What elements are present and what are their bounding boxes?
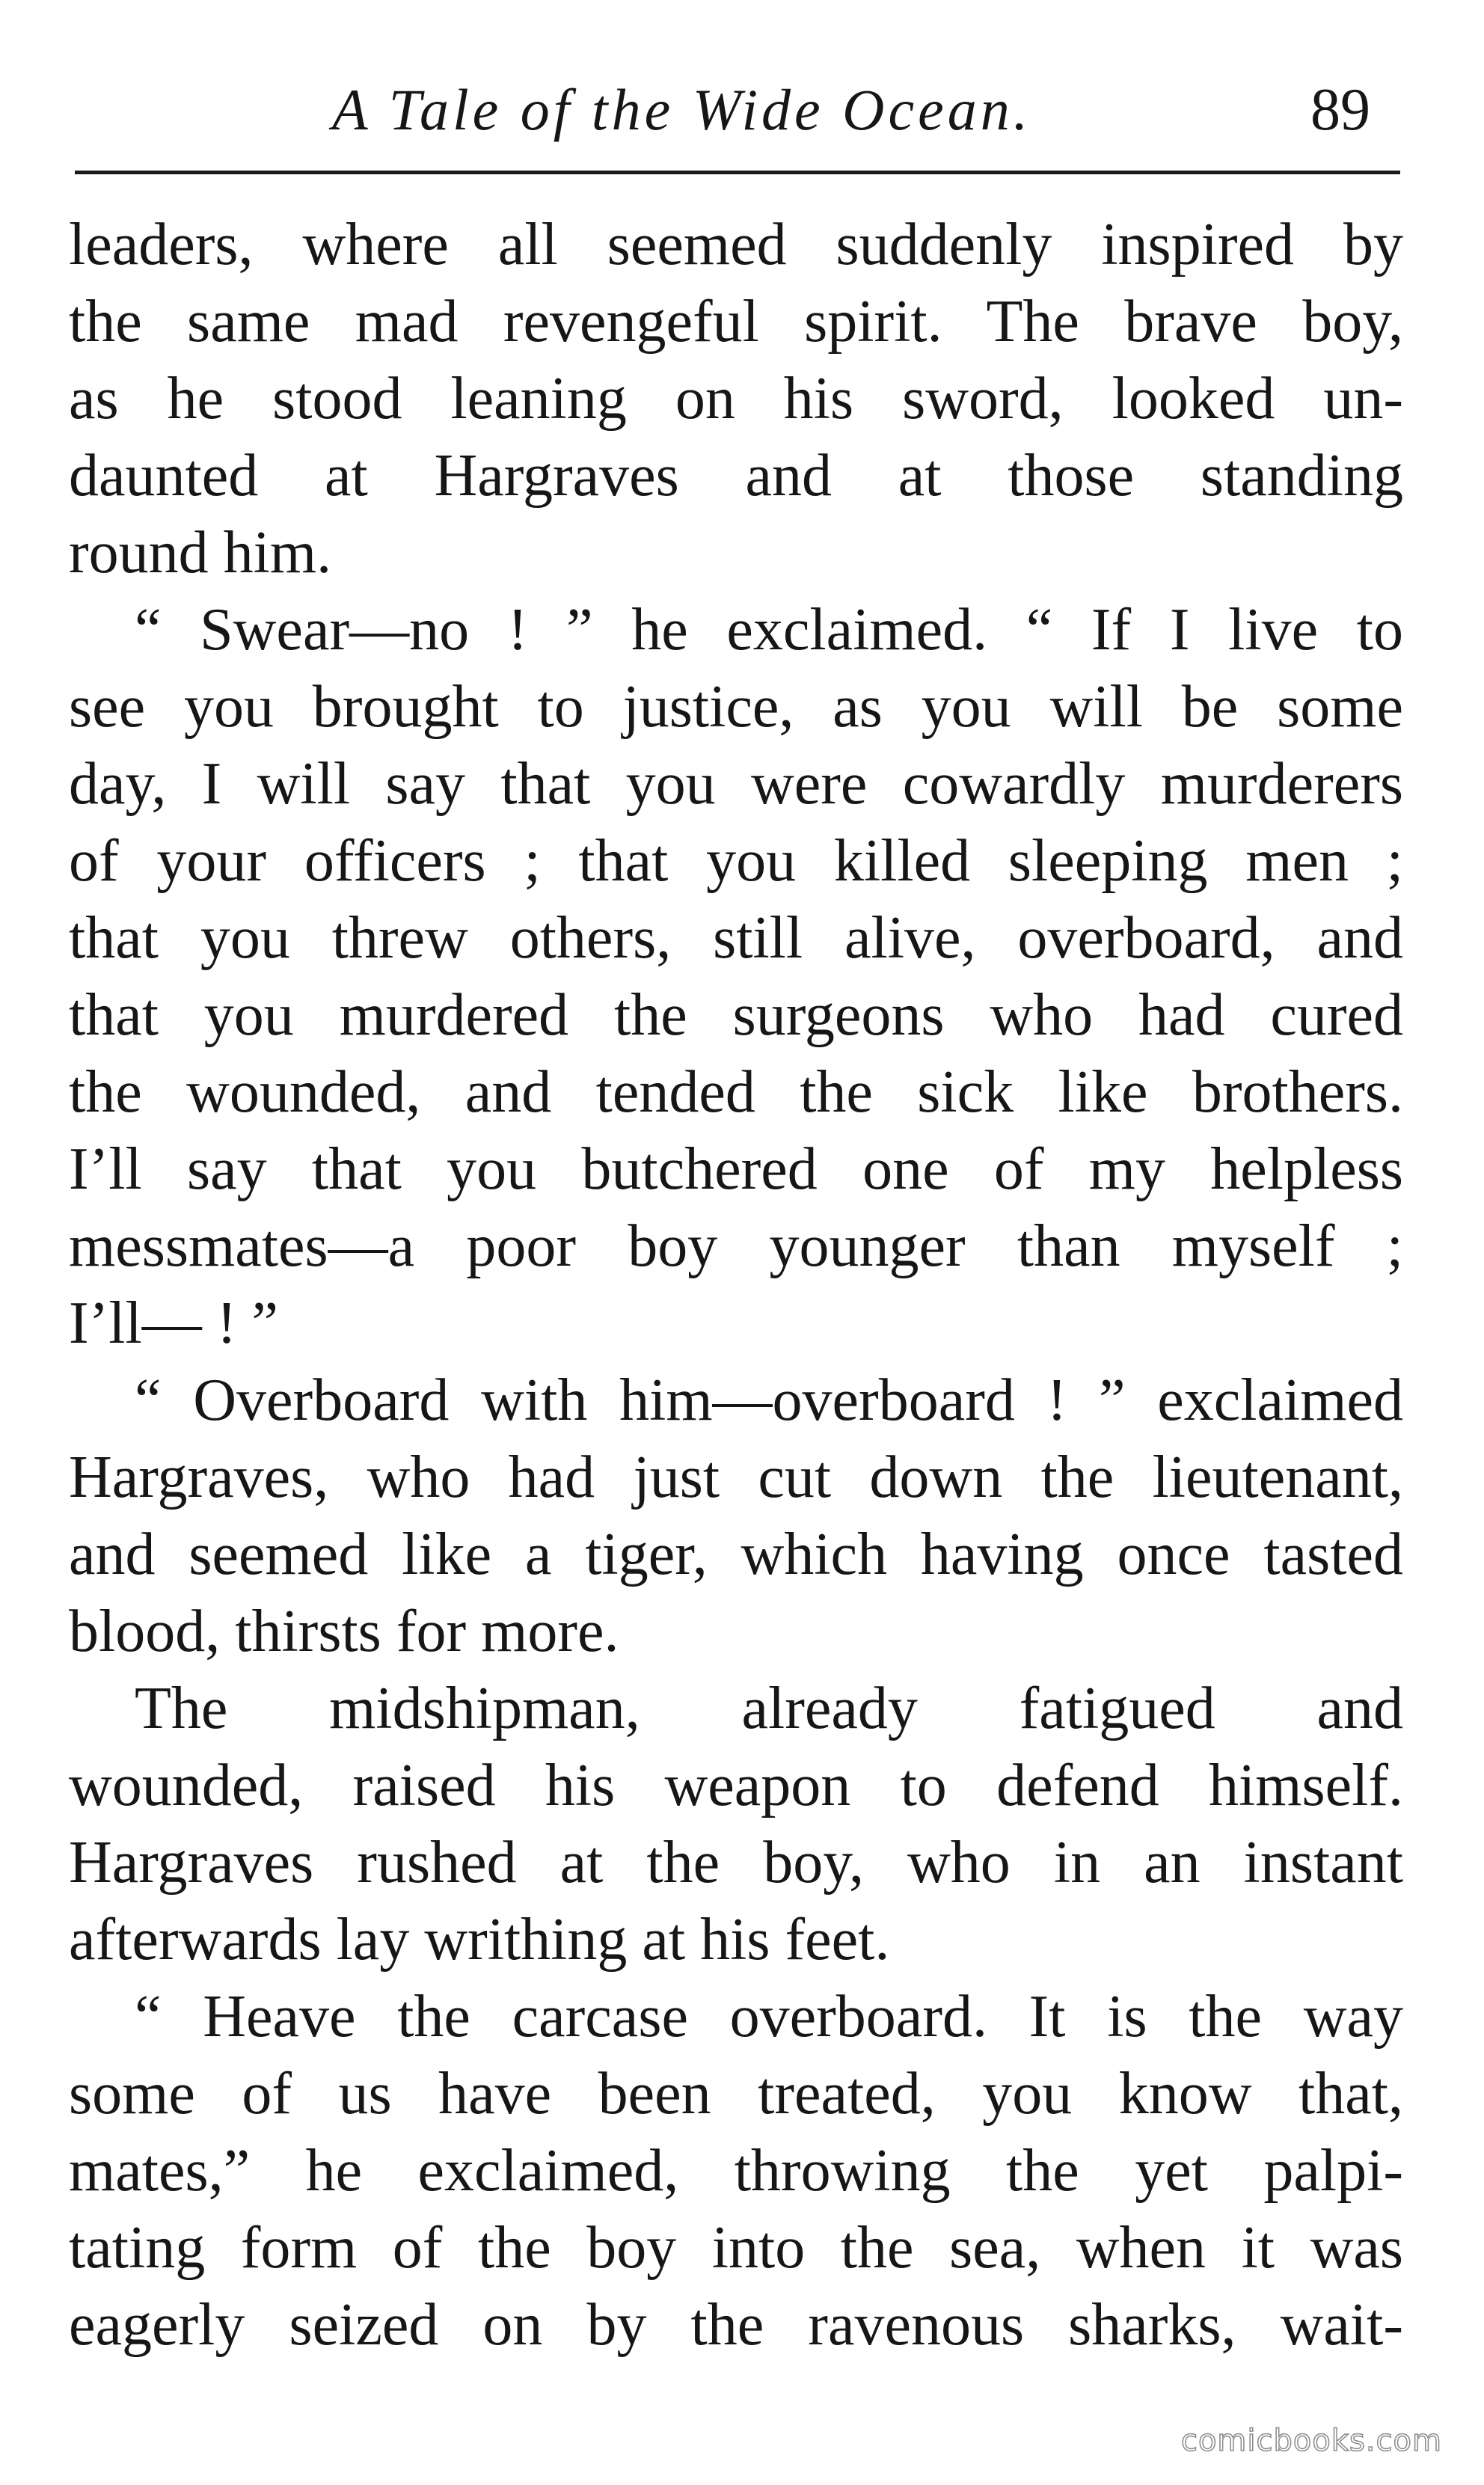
running-title: A Tale of the Wide Ocean. [332,77,1032,142]
text-line: “ Heave the carcase overboard. It is the way [135,1984,1403,2050]
text-line: afterwards lay writhing at his feet. [69,1907,890,1973]
text-line: that you murdered the surgeons who had cured [69,982,1403,1048]
text-line: “ Swear—no ! ” he exclaimed. “ If I live to [135,597,1403,663]
text-line: round him. [69,520,332,586]
text-line: that you threw others, still alive, overboard, and [69,905,1403,971]
text-line: mates,” he exclaimed, throwing the yet palpi- [69,2138,1403,2204]
running-head [0,69,1484,151]
text-line: messmates—a poor boy younger than myself ; [69,1213,1403,1279]
text-line: The midshipman, already fatigued and [135,1676,1403,1741]
text-line: some of us have been treated, you know that, [69,2061,1403,2127]
text-line: daunted at Hargraves and at those standing [69,443,1403,509]
text-line: the wounded, and tended the sick like brothers. [69,1059,1403,1125]
text-line: eagerly seized on by the ravenous sharks, wait- [69,2292,1403,2358]
text-line: “ Overboard with him—overboard ! ” exclaimed [135,1367,1403,1433]
text-line: and seemed like a tiger, which having once tasted [69,1522,1403,1587]
text-line: Hargraves, who had just cut down the lieutenant, [69,1444,1403,1510]
text-line: the same mad revengeful spirit. The brave boy, [69,289,1403,355]
text-line: blood, thirsts for more. [69,1599,619,1664]
text-line: wounded, raised his weapon to defend himself. [69,1753,1403,1818]
text-line: of your officers ; that you killed sleeping men ; [69,828,1403,894]
header-rule [75,171,1400,174]
text-line: see you brought to justice, as you will be some [69,674,1403,740]
text-line: as he stood leaning on his sword, looked un- [69,366,1403,432]
text-line: Hargraves rushed at the boy, who in an instant [69,1830,1403,1896]
text-line: I’ll say that you butchered one of my helpless [69,1136,1403,1202]
text-line: tating form of the boy into the sea, when it was [69,2215,1403,2281]
body-text [69,206,1403,2364]
text-line: day, I will say that you were cowardly murderers [69,751,1403,817]
text-line: I’ll— ! ” [69,1290,278,1356]
text-line: leaders, where all seemed suddenly inspired by [69,212,1403,278]
page-number: 89 [1310,77,1370,143]
watermark: comicbooks.com [1180,2424,1442,2458]
